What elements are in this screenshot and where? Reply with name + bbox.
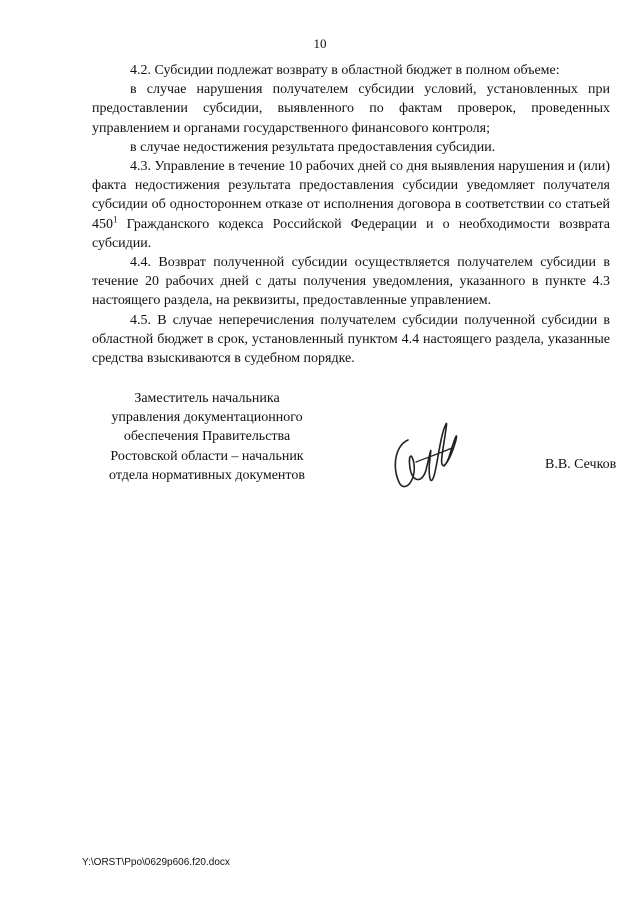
handwritten-signature [386, 418, 466, 492]
document-body [92, 61, 610, 368]
superscript-article: 1 [113, 213, 118, 224]
paragraph-4-3-text-start: 4.3. Управление в течение 10 рабочих дней со дня выявления нарушения и (или) факта недостижения результата предоставления субсидии уведомляет получателя субсидии об одностороннем отказе от исполнения договора в соответствии со статьей 450 [92, 159, 610, 232]
paragraph-4-3-text-end: Гражданского кодекса Российской Федерации и о необходимости возврата субсидии. [92, 216, 610, 251]
page-number: 10 [313, 36, 327, 51]
paragraph-4-4: 4.4. Возврат полученной субсидии осуществляется получателем субсидии в течение 20 рабочих дней с даты получения уведомления, указанного в пункте 4.3 настоящего раздела, на реквизиты, предоставленные управлением. [92, 255, 610, 309]
signatory-title-line-5: отдела нормативных документов [109, 467, 305, 483]
signatory-title [94, 389, 320, 485]
paragraph-4-2: 4.2. Субсидии подлежат возврату в областной бюджет в полном объеме: [130, 63, 560, 78]
signatory-title-line-4: Ростовской области – начальник [110, 448, 304, 464]
signatory-title-line-1: Заместитель начальника [134, 391, 280, 406]
signatory-title-line-2: управления документационного [111, 410, 303, 426]
file-path-footer: Y:\ORST\Ppo\0629p606.f20.docx [82, 857, 230, 868]
paragraph-4-3 [92, 157, 610, 253]
paragraph-4-2-item-1: в случае нарушения получателем субсидии условий, установленных при предоставлении субсидии, выявленного по фактам проверок, проведенных управлением и органами государственного финансового контроля; [92, 82, 610, 136]
paragraph-4-2-item-2: в случае недостижения результата предоставления субсидии. [130, 139, 496, 155]
paragraph-4-5: 4.5. В случае неперечисления получателем субсидии полученной субсидии в областной бюджет в срок, установленный пунктом 4.4 настоящего раздела, указанные средства взыскиваются в судебном порядке. [92, 312, 610, 367]
signatory-title-line-3: обеспечения Правительства [123, 429, 291, 445]
signer-name: В.В. Сечков [545, 457, 617, 472]
